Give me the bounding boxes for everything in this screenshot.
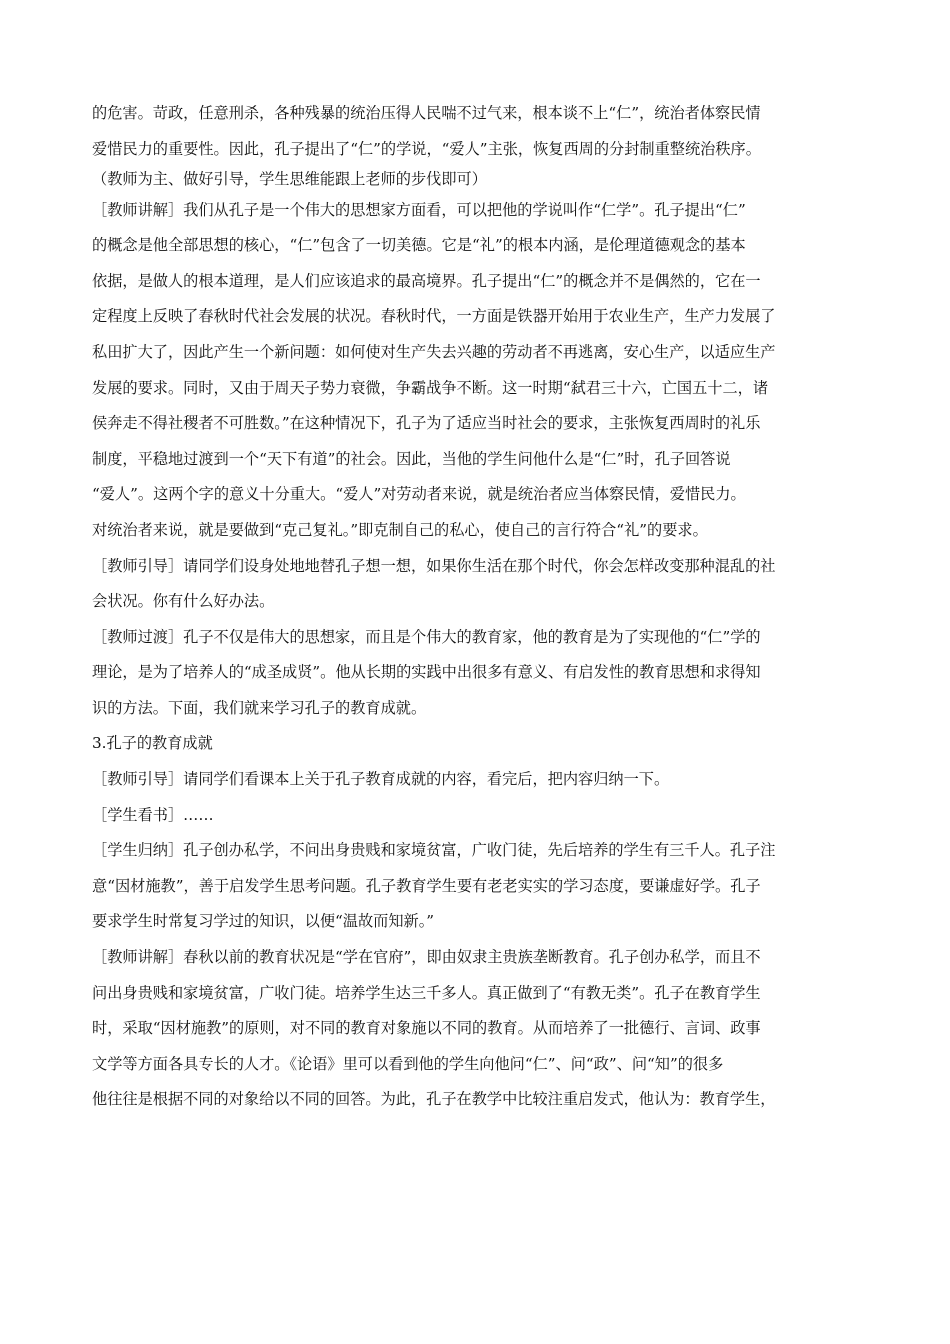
text-line: 识的方法。下面，我们就来学习孔子的教育成就。 [92, 698, 427, 717]
text-line: 私田扩大了，因此产生一个新问题：如何使对生产失去兴趣的劳动者不再逃离，安心生产，以适应生产 [92, 342, 776, 361]
text-line: ［教师过渡］孔子不仅是伟大的思想家，而且是个伟大的教育家，他的教育是为了实现他的“仁”学的 [92, 627, 761, 646]
section-heading: 3.孔子的教育成就 [92, 734, 213, 753]
text-line: “爱人”。这两个字的意义十分重大。“爱人”对劳动者来说，就是统治者应当体察民情，爱惜民力。 [92, 485, 746, 504]
text-line: 制度，平稳地过渡到一个“天下有道”的社会。因此，当他的学生问他什么是“仁”时，孔子回答说 [92, 449, 731, 468]
text-line: 的危害。苛政，任意刑杀，各种残暴的统治压得人民喘不过气来，根本谈不上“仁”，统治者体察民情 [92, 104, 761, 122]
text-line: 意“因材施教”，善于启发学生思考问题。孔子教育学生要有老老实实的学习态度，要谦虚好学。孔子 [92, 876, 761, 895]
text-line: 会状况。你有什么好办法。 [92, 592, 275, 611]
document-page [92, 96, 862, 1118]
text-line: ［教师引导］请同学们设身处地地替孔子想一想，如果你生活在那个时代，你会怎样改变那种混乱的社 [92, 556, 776, 575]
text-line: ［学生看书］…… [92, 805, 214, 824]
text-line: 他往往是根据不同的对象给以不同的回答。为此，孔子在教学中比较注重启发式，他认为：教育学生， [92, 1090, 776, 1109]
text-line: 的概念是他全部思想的核心，“仁”包含了一切美德。它是“礼”的根本内涵，是伦理道德观念的基本 [92, 236, 746, 255]
text-line: 侯奔走不得社稷者不可胜数。”在这种情况下，孔子为了适应当时社会的要求，主张恢复西周时的礼乐 [92, 414, 761, 433]
text-line: ［教师讲解］我们从孔子是一个伟大的思想家方面看，可以把他的学说叫作“仁学”。孔子提出“仁” [92, 200, 746, 219]
text-line: 文学等方面各具专长的人才。《论语》里可以看到他的学生向他问“仁”、问“政”、问“知”的很多 [92, 1054, 724, 1073]
text-line: 对统治者来说，就是要做到“克己复礼。”即克制自己的私心，使自己的言行符合“礼”的要求。 [92, 520, 708, 539]
text-line: 定程度上反映了春秋时代社会发展的状况。春秋时代，一方面是铁器开始用于农业生产，生产力发展了 [92, 307, 776, 326]
text-line: 时，采取“因材施教”的原则，对不同的教育对象施以不同的教育。从而培养了一批德行、言词、政事 [92, 1019, 761, 1038]
text-line: 问出身贵贱和家境贫富，广收门徒。培养学生达三千多人。真正做到了“有教无类”。孔子在教育学生 [92, 983, 761, 1002]
text-line: 理论，是为了培养人的“成圣成贤”。他从长期的实践中出很多有意义、有启发性的教育思想和求得知 [92, 663, 761, 682]
text-line: ［教师引导］请同学们看课本上关于孔子教育成就的内容，看完后，把内容归纳一下。 [92, 770, 670, 789]
text-line: 依据，是做人的根本道理，是人们应该追求的最高境界。孔子提出“仁”的概念并不是偶然的，它在一 [92, 271, 761, 290]
text-line: （教师为主、做好引导，学生思维能跟上老师的步伐即可） [92, 170, 487, 189]
text-line: ［学生归纳］孔子创办私学，不问出身贵贱和家境贫富，广收门徒，先后培养的学生有三千人。孔子注 [92, 841, 776, 860]
text-line: 要求学生时常复习学过的知识，以便“温故而知新。” [92, 912, 435, 931]
text-line: 爱惜民力的重要性。因此，孔子提出了“仁”的学说，“爱人”主张，恢复西周的分封制重整统治秩序。 [92, 139, 761, 158]
text-line: ［教师讲解］春秋以前的教育状况是“学在官府”，即由奴隶主贵族垄断教育。孔子创办私学，而且不 [92, 948, 761, 967]
text-line: 发展的要求。同时，又由于周天子势力衰微，争霸战争不断。这一时期“弑君三十六，亡国五十二，诸 [92, 378, 769, 397]
